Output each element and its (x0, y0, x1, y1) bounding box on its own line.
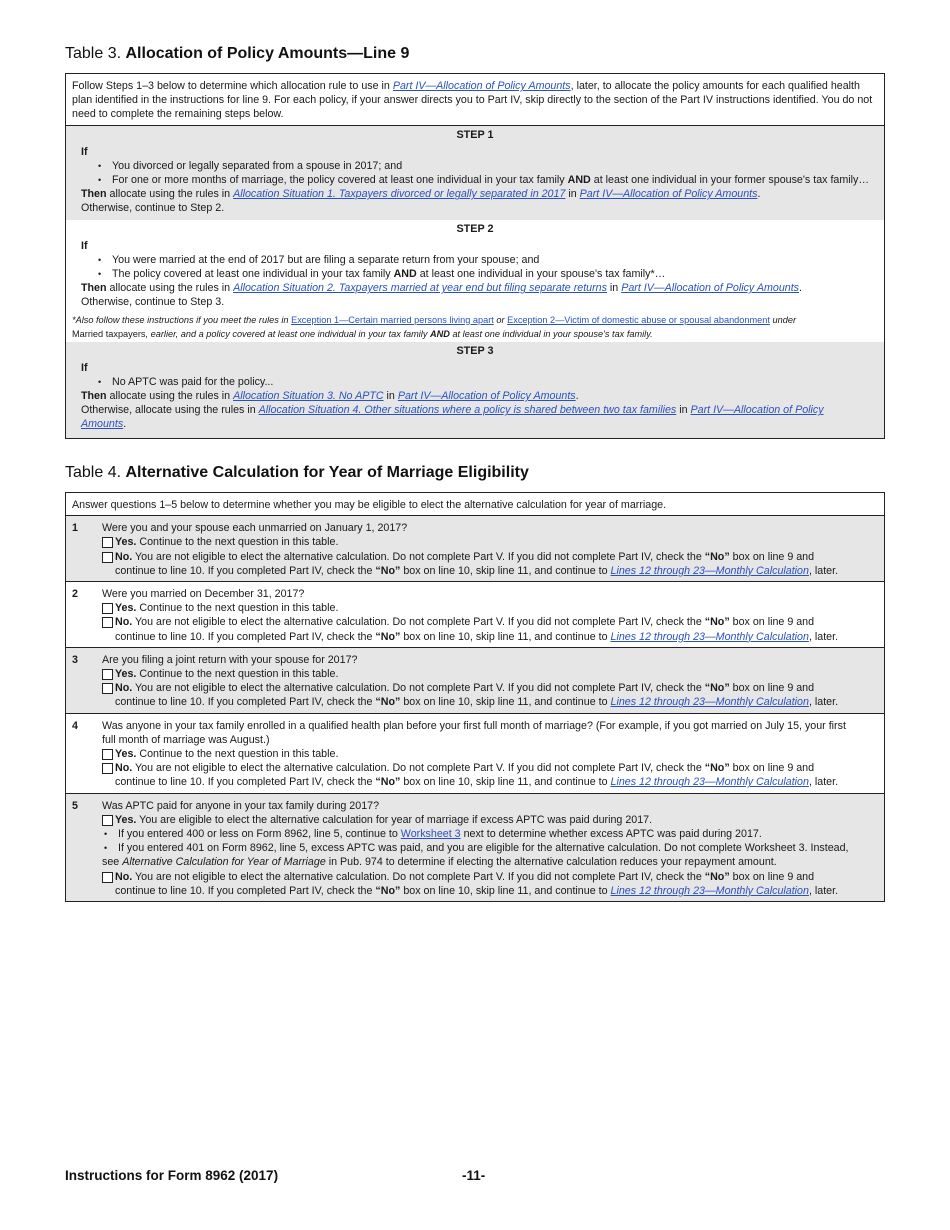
q5-bullet2: • If you entered 401 on Form 8962, line 5, excess APTC was paid, and you are eligible for the alternative calculation. Do not complete Worksheet 3. Instead, (102, 841, 854, 855)
question-number: 1 (72, 522, 78, 535)
allocation-situation-3-link[interactable]: Allocation Situation 3. No APTC (233, 390, 384, 403)
question-number: 4 (72, 719, 78, 732)
lines-12-23-link[interactable]: Lines 12 through 23—Monthly Calculation (610, 564, 809, 577)
q1-no-checkbox[interactable] (102, 552, 113, 563)
question-row (66, 581, 884, 647)
q1-yes-option[interactable]: Yes. Continue to the next question in this table. (102, 535, 854, 549)
question-text: Was anyone in your tax family enrolled in a qualified health plan before your first full month of marriage? (For example, if you got married on July 15, your first full month of marriage was August.) (102, 719, 846, 746)
question-row (66, 515, 884, 581)
question-text: Was APTC paid for anyone in your tax family during 2017? (102, 799, 380, 812)
question-number: 3 (72, 653, 78, 666)
lines-12-23-link[interactable]: Lines 12 through 23—Monthly Calculation (610, 696, 809, 709)
q5-yes-checkbox[interactable] (102, 815, 113, 826)
q1-yes-checkbox[interactable] (102, 537, 113, 548)
allocation-situation-4-link[interactable]: Allocation Situation 4. Other situations where a policy is shared between two tax families (258, 404, 677, 417)
step3-then: Then allocate using the rules in Allocation Situation 3. No APTC in Part IV—Allocation of Policy Amounts. (81, 390, 579, 403)
q4-no-checkbox[interactable] (102, 763, 113, 774)
part4-link-cont[interactable]: Amounts (81, 418, 124, 431)
lines-12-23-link[interactable]: Lines 12 through 23—Monthly Calculation (610, 630, 809, 643)
allocation-situation-2-link[interactable]: Allocation Situation 2. Taxpayers married at year end but filing separate returns (233, 282, 607, 295)
footer-form-title: Instructions for Form 8962 (2017) (65, 1168, 279, 1183)
step2-heading: STEP 2 (456, 222, 494, 235)
step2-otherwise: Otherwise, continue to Step 3. (81, 296, 225, 309)
table4-title: Table 4. Alternative Calculation for Year of Marriage Eligibility (65, 464, 529, 481)
step1-heading: STEP 1 (456, 128, 494, 141)
part4-link[interactable]: Part IV—Allocation of Policy (690, 404, 824, 417)
step1-otherwise: Otherwise, continue to Step 2. (81, 202, 225, 215)
q4-yes-checkbox[interactable] (102, 749, 113, 760)
question-text: Were you and your spouse each unmarried on January 1, 2017? (102, 522, 408, 535)
table4-intro: Answer questions 1–5 below to determine whether you may be eligible to elect the alternative calculation for year of marriage. (66, 493, 884, 515)
lines-12-23-link[interactable]: Lines 12 through 23—Monthly Calculation (610, 884, 809, 897)
step3: STEP 3 If • No APTC was paid for the policy... Then allocate using the rules in Allocation Situation 3. No APTC in Part IV—Allocation of Policy Amounts. Otherwise, allocate using the rules in Allocation Situation 4. Other situations where a policy is shared between two tax families in Part IV—Allocation of Policy Amounts. (66, 342, 884, 438)
question-body (96, 582, 884, 647)
question-number: 5 (72, 799, 78, 812)
step3-otherwise: Otherwise, allocate using the rules in Allocation Situation 4. Other situations where a policy is shared between two tax families in Part IV—Allocation of Policy Amounts. (81, 404, 824, 431)
question-body (96, 648, 884, 713)
q5-yes-option[interactable]: Yes. You are eligible to elect the alternative calculation for year of marriage if excess APTC was paid during 2017. (102, 813, 854, 827)
q5-bullet2-cont: see Alternative Calculation for Year of Marriage in Pub. 974 to determine if electing the alternative calculation reduces your repayment amount. (102, 856, 777, 869)
q3-yes-checkbox[interactable] (102, 669, 113, 680)
question-row (66, 647, 884, 713)
lines-12-23-link[interactable]: Lines 12 through 23—Monthly Calculation (610, 776, 809, 789)
table3-intro: Follow Steps 1–3 below to determine which allocation rule to use in Part IV—Allocation of Policy Amounts, later, to allocate the policy amounts for each qualified health plan identified in the instructions for line 9. For each policy, if your answer directs you to Part IV, skip directly to the section of the Part IV instructions identified. You do not need to complete the remaining steps below. (66, 74, 884, 126)
step2-footnote: *Also follow these instructions if you meet the rules in Exception 1—Certain married persons living apart or Exception 2—Victim of domestic abuse or spousal abandonment under Married taxpayers, earlier, and a policy covered at least one individual in your tax family AND at least one individual in your spouse's tax family. (66, 312, 884, 342)
worksheet3-link[interactable]: Worksheet 3 (400, 828, 461, 841)
step1: STEP 1 If • You divorced or legally separated from a spouse in 2017; and • For one or more months of marriage, the policy covered at least one individual in your tax family AND at least one individual in your former spouse's tax family… Then allocate using the rules in Allocation Situation 1. Taxpayers divorced or legally separated in 2017 in Part IV—Allocation of Policy Amounts. Otherwise, continue to Step 2. (66, 126, 884, 220)
question-body (96, 794, 884, 901)
question-row (66, 713, 884, 793)
step2: STEP 2 If • You were married at the end of 2017 but are filing a separate return from your spouse; and • The policy covered at least one individual in your tax family AND at least one individual in your spouse's tax family*… Then allocate using the rules in Allocation Situation 2. Taxpayers married at year end but filing separate returns in Part IV—Allocation of Policy Amounts. Otherwise, continue to Step 3. *Also follow these instructions if you meet the rules in Exception 1—Certain married persons living apart or Exception 2—Victim of domestic abuse or spousal abandonment under Married taxpayers, earlier, and a policy covered at least one individual in your tax family AND at least one individual in your spouse's tax family. (66, 220, 884, 342)
question-number: 2 (72, 588, 78, 601)
q3-no-option[interactable]: No. You are not eligible to elect the alternative calculation. Do not complete Part V. If you did not complete Part IV, check the “No” box on line 9 and continue to line 10. If you completed Part IV, check the “No” box on line 10, skip line 11, and continue to Lines 12 through 23—Monthly Calculation, later. (102, 681, 854, 709)
table3 (65, 73, 885, 439)
step1-bullet1: • You divorced or legally separated from a spouse in 2017; and (96, 159, 876, 173)
step3-bullet1: • No APTC was paid for the policy... (96, 375, 876, 389)
step2-bullet2: • The policy covered at least one individual in your tax family AND at least one individual in your spouse's tax family*… (96, 267, 876, 281)
part4-link[interactable]: Part IV—Allocation of Policy Amounts (579, 188, 758, 201)
step2-then: Then allocate using the rules in Allocation Situation 2. Taxpayers married at year end but filing separate returns in Part IV—Allocation of Policy Amounts. (81, 282, 803, 295)
step3-heading: STEP 3 (456, 344, 494, 357)
part4-link[interactable]: Part IV—Allocation of Policy Amounts (397, 390, 576, 403)
question-body (96, 714, 884, 793)
step1-then: Then allocate using the rules in Allocation Situation 1. Taxpayers divorced or legally separated in 2017 in Part IV—Allocation of Policy Amounts. (81, 188, 761, 201)
q3-yes-option[interactable]: Yes. Continue to the next question in this table. (102, 667, 854, 681)
q2-yes-checkbox[interactable] (102, 603, 113, 614)
question-text: Are you filing a joint return with your spouse for 2017? (102, 653, 358, 666)
table3-title: Table 3. Allocation of Policy Amounts—Line 9 (65, 45, 410, 62)
q4-yes-option[interactable]: Yes. Continue to the next question in this table. (102, 747, 854, 761)
q2-no-option[interactable]: No. You are not eligible to elect the alternative calculation. Do not complete Part V. If you did not complete Part IV, check the “No” box on line 9 and continue to line 10. If you completed Part IV, check the “No” box on line 10, skip line 11, and continue to Lines 12 through 23—Monthly Calculation, later. (102, 615, 854, 643)
question-body (96, 516, 884, 581)
part4-link[interactable]: Part IV—Allocation of Policy Amounts (392, 80, 571, 92)
footer-page-number: -11- (462, 1168, 486, 1183)
q5-no-option[interactable]: No. You are not eligible to elect the alternative calculation. Do not complete Part V. If you did not complete Part IV, check the “No” box on line 9 and continue to line 10. If you completed Part IV, check the “No” box on line 10, skip line 11, and continue to Lines 12 through 23—Monthly Calculation, later. (102, 870, 854, 898)
table4 (65, 492, 885, 902)
q2-yes-option[interactable]: Yes. Continue to the next question in this table. (102, 601, 854, 615)
question-row (66, 793, 884, 901)
q3-no-checkbox[interactable] (102, 683, 113, 694)
q1-no-option[interactable]: No. You are not eligible to elect the alternative calculation. Do not complete Part V. If you did not complete Part IV, check the “No” box on line 9 and continue to line 10. If you completed Part IV, check the “No” box on line 10, skip line 11, and continue to Lines 12 through 23—Monthly Calculation, later. (102, 550, 854, 578)
q5-bullet1: • If you entered 400 or less on Form 8962, line 5, continue to Worksheet 3 next to determine whether excess APTC was paid during 2017. (102, 827, 854, 841)
exception2-link[interactable]: Exception 2—Victim of domestic abuse or spousal abandonment (507, 314, 770, 325)
q5-no-checkbox[interactable] (102, 872, 113, 883)
question-text: Were you married on December 31, 2017? (102, 588, 305, 601)
part4-link[interactable]: Part IV—Allocation of Policy Amounts (621, 282, 800, 295)
exception1-link[interactable]: Exception 1—Certain married persons living apart (291, 314, 494, 325)
q4-no-option[interactable]: No. You are not eligible to elect the alternative calculation. Do not complete Part V. If you did not complete Part IV, check the “No” box on line 9 and continue to line 10. If you completed Part IV, check the “No” box on line 10, skip line 11, and continue to Lines 12 through 23—Monthly Calculation, later. (102, 761, 854, 789)
q2-no-checkbox[interactable] (102, 617, 113, 628)
step2-bullet1: • You were married at the end of 2017 but are filing a separate return from your spouse; and (96, 253, 876, 267)
step1-bullet2: • For one or more months of marriage, the policy covered at least one individual in your tax family AND at least one individual in your former spouse's tax family… (96, 173, 876, 187)
allocation-situation-1-link[interactable]: Allocation Situation 1. Taxpayers divorced or legally separated in 2017 (233, 188, 566, 201)
